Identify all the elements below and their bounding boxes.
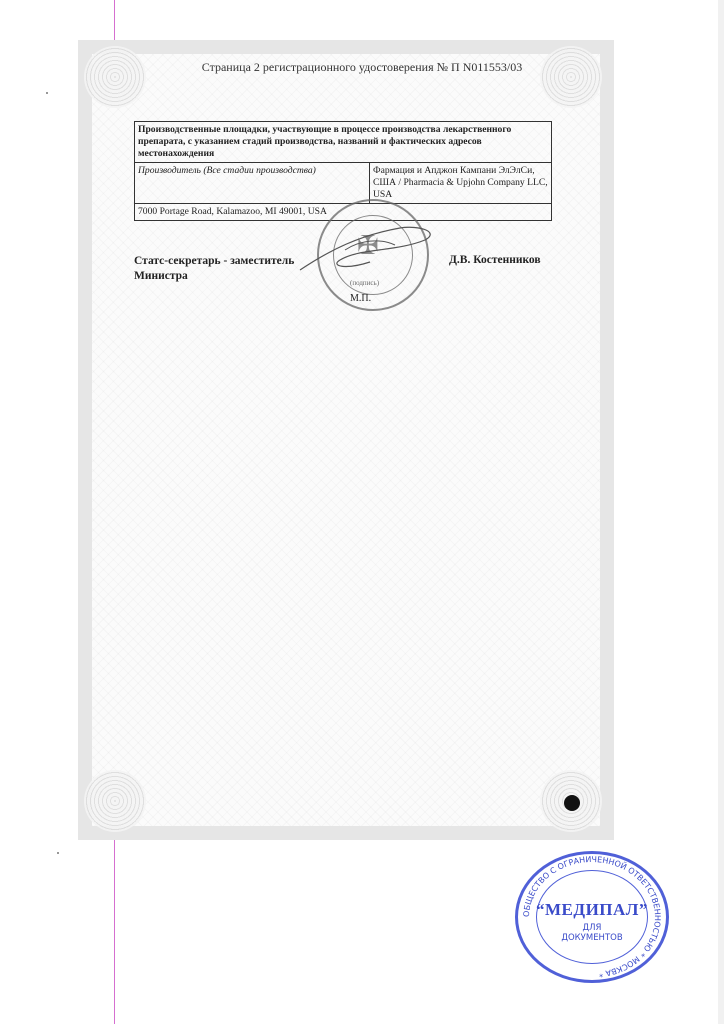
signatory-title-line: Министра bbox=[134, 269, 188, 282]
stamp-subtitle: ДОКУМЕНТОВ bbox=[561, 933, 623, 943]
producer-label: Производитель (Все стадии производства) bbox=[135, 162, 370, 203]
punch-hole bbox=[564, 795, 580, 811]
mp-label: М.П. bbox=[350, 293, 372, 304]
company-stamp bbox=[515, 851, 669, 983]
eagle-emblem-icon: ✠ bbox=[357, 231, 379, 260]
page-header: Страница 2 регистрационного удостоверения № П N011553/03 bbox=[201, 60, 523, 74]
stamp-subtitle: ДЛЯ bbox=[582, 923, 602, 933]
producer-name: Фармация и Апджон Кампани ЭлЭлСи, США / Pharmacia & Upjohn Company LLC, USA bbox=[370, 162, 552, 203]
signatory-title-line: Статс-секретарь - заместитель bbox=[134, 255, 295, 267]
stamp-company-name: “МЕДИПАЛ” bbox=[536, 900, 648, 919]
table-heading: Производственные площадки, участвующие в процессе производства лекарственного препарата, с указанием стадий производства, названий и фактических адресов местонахождения bbox=[135, 122, 552, 163]
stamp-ring-textpath: ОБЩЕСТВО С ОГРАНИЧЕННОЙ ОТВЕТСТВЕННОСТЬЮ * МОСКВА * bbox=[521, 854, 663, 979]
producer-address: 7000 Portage Road, Kalamazoo, MI 49001, USA bbox=[135, 203, 552, 220]
signatory-name: Д.В. Костенников bbox=[449, 254, 541, 266]
seal-podpis-label: (подпись) bbox=[350, 279, 380, 287]
